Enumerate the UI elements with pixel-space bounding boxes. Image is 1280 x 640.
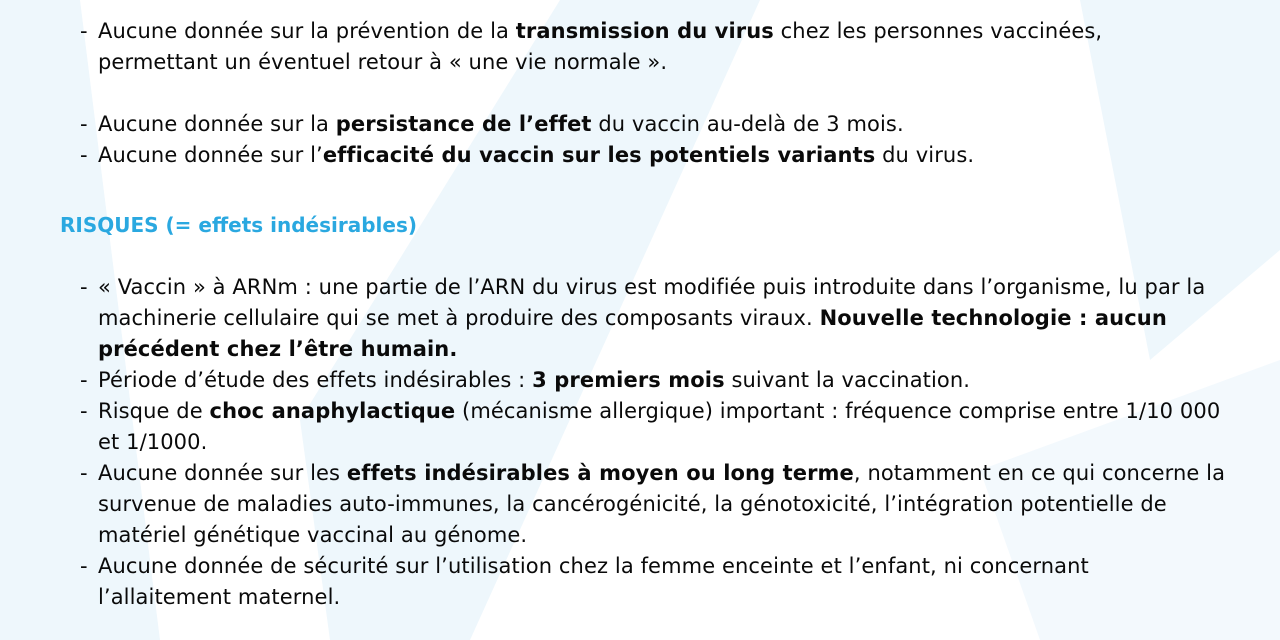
text-segment: Aucune donnée sur l’ — [98, 143, 323, 167]
risks-heading: RISQUES (= effets indésirables) — [60, 213, 418, 237]
text-segment: du virus. — [875, 143, 975, 167]
bold-text: transmission du virus — [515, 19, 774, 43]
text-segment: Période d’étude des effets indésirables : — [98, 368, 533, 392]
text-segment: suivant la vaccination. — [724, 368, 971, 392]
bold-text: persistance de l’effet — [335, 112, 592, 136]
bold-text: efficacité du vaccin sur les potentiels variants — [322, 143, 876, 167]
text-segment: Risque de — [98, 399, 210, 423]
bold-text: 3 premiers mois — [532, 368, 725, 392]
text-segment: Aucune donnée sur les — [98, 461, 347, 485]
list-item — [80, 551, 1228, 613]
risks-list — [80, 272, 1228, 613]
list-item — [80, 365, 1228, 396]
text-segment: Aucune donnée de sécurité sur l’utilisation chez la femme enceinte et l’enfant, ni concernant l’allaitement maternel. — [98, 554, 1089, 609]
text-segment: (mécanisme allergique) important : fréquence comprise entre 1/10 000 et 1/1000. — [98, 399, 1221, 454]
text-segment: chez les personnes vaccinées, permettant un éventuel retour à « une vie normale ». — [98, 19, 1103, 74]
text-segment: , notamment en ce qui concerne la survenue de maladies auto-immunes, la cancérogénicité, la génotoxicité, l’intégration potentielle de matériel génétique vaccinal au génome. — [98, 461, 1226, 547]
list-item — [80, 272, 1228, 365]
bold-text: Nouvelle technologie : aucun précédent chez l’être humain. — [98, 306, 1167, 361]
list-item — [80, 109, 1228, 140]
text-segment: Aucune donnée sur la — [98, 112, 336, 136]
list-item — [80, 458, 1228, 551]
text-segment: du vaccin au-delà de 3 mois. — [591, 112, 904, 136]
list-item — [80, 396, 1228, 458]
text-segment: « Vaccin » à ARNm : une partie de l’ARN du virus est modifiée puis introduite dans l’organisme, lu par la machinerie cellulaire qui se met à produire des composants viraux. — [98, 275, 1206, 330]
top-list — [80, 16, 1228, 78]
bold-text: effets indésirables à moyen ou long terme — [346, 461, 854, 485]
bold-text: choc anaphylactique — [209, 399, 456, 423]
top-list-2 — [80, 109, 1228, 171]
list-item — [80, 16, 1228, 78]
list-item — [80, 140, 1228, 171]
text-segment: Aucune donnée sur la prévention de la — [98, 19, 516, 43]
